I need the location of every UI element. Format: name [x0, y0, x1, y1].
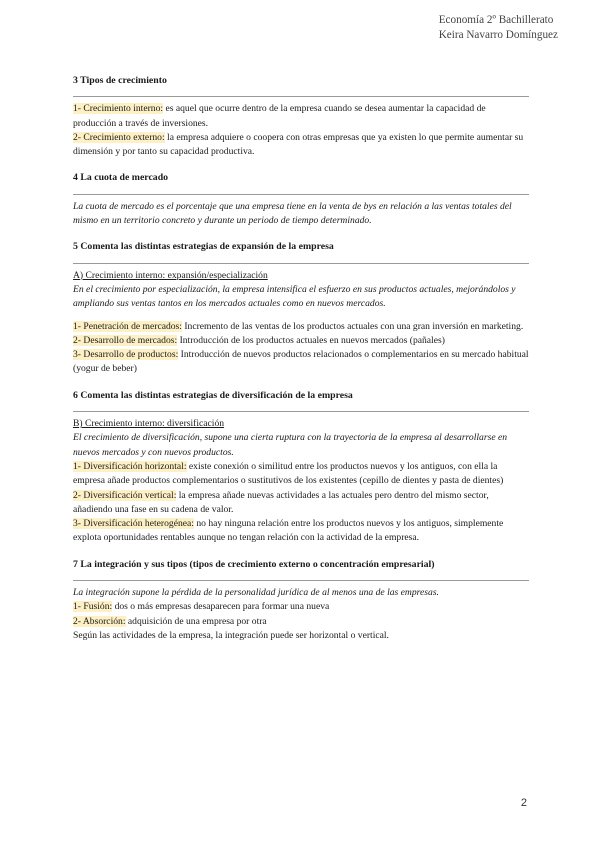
section-6-item-1 — [73, 460, 529, 489]
section-6-divider — [73, 411, 529, 412]
section-5-item-1 — [73, 320, 529, 334]
page-header — [439, 13, 558, 42]
section-5-item-3 — [73, 348, 529, 377]
item-label: 1- Fusión: — [73, 601, 113, 613]
item-text: dos o más empresas desaparecen para formar una nueva — [112, 601, 330, 613]
page-number: 2 — [520, 797, 527, 809]
section-4-text: La cuota de mercado es el porcentaje que una empresa tiene en la venta de bys en relación a las ventas totales del mismo en un territorio concreto y durante un periodo de tiempo determinado. — [73, 200, 512, 227]
document-body — [73, 74, 529, 643]
section-6-title: 6 Comenta las distintas estrategias de diversificación de la empresa — [73, 389, 353, 401]
section-3-item-1 — [73, 102, 529, 131]
section-5-title: 5 Comenta las distintas estrategias de expansión de la empresa — [73, 241, 334, 253]
item-label: 2- Diversificación vertical: — [73, 489, 177, 501]
item-text: la empresa añade nuevas actividades a las actuales pero dentro del mismo sector, añadiendo una fase en su cadena de valor. — [73, 489, 489, 515]
section-5-intro: En el crecimiento por especialización, la empresa intensifica el esfuerzo en sus productos actuales, mejorándolos y ampliando sus ventas tantos en los mercados actuales como en nuevos mercados. — [73, 283, 516, 310]
section-6-subtitle: B) Crecimiento interno: diversificación — [73, 418, 225, 430]
item-text: Incremento de las ventas de los productos actuales con una gran inversión en marketing. — [181, 320, 524, 332]
item-label: 3- Diversificación heterogénea: — [73, 518, 194, 530]
item-text: existe conexión o similitud entre los productos nuevos y los antiguos, con ella la empresa añade productos complementarios o sustitutivos de los existentes (cepillo de dientes y pasta de dientes) — [73, 460, 504, 487]
item-label: 1- Crecimiento interno: — [73, 103, 164, 115]
section-5-item-2 — [73, 334, 529, 348]
item-text: Introducción de los productos actuales en nuevos mercados (pañales) — [177, 334, 445, 346]
section-6-intro: El crecimiento de diversificación, supone una cierta ruptura con la trayectoria de la empresa al desarrollarse en nuevos mercados y con nuevos productos. — [73, 432, 508, 458]
section-3-title: 3 Tipos de crecimiento — [73, 75, 167, 86]
section-6-item-3 — [73, 517, 529, 546]
section-3-divider — [73, 96, 529, 97]
section-7-item-1 — [73, 600, 529, 614]
section-7-closing: Según las actividades de la empresa, la integración puede ser horizontal o vertical. — [73, 629, 389, 641]
section-7-title: 7 La integración y sus tipos (tipos de crecimiento externo o concentración empresarial) — [73, 558, 435, 570]
section-6-item-2 — [73, 489, 529, 518]
item-label: 2- Desarrollo de mercados: — [73, 334, 178, 346]
item-label: 1- Penetración de mercados: — [73, 320, 182, 332]
header-author: Keira Navarro Domínguez — [438, 28, 558, 41]
item-label: 2- Absorción: — [73, 615, 126, 627]
section-7-divider — [73, 580, 529, 581]
section-7-intro: La integración supone la pérdida de la personalidad jurídica de al menos una de las empresas. — [73, 587, 439, 599]
item-text: adquisición de una empresa por otra — [125, 615, 267, 627]
section-5-divider — [73, 263, 529, 264]
section-4-title: 4 La cuota de mercado — [73, 172, 169, 184]
item-text: la empresa adquiere o coopera con otras empresas que ya existen lo que permite aumentar su dimensión y por tanto su capacidad productiva. — [73, 131, 524, 158]
section-3-item-2 — [73, 131, 529, 160]
item-label: 3- Desarrollo de productos: — [73, 349, 179, 361]
item-text: es aquel que ocurre dentro de la empresa cuando se desea aumentar la capacidad de producción a través de inversiones. — [73, 103, 486, 129]
section-4-divider — [73, 194, 529, 195]
header-course: Economía 2º Bachillerato — [438, 14, 554, 26]
item-label: 2- Crecimiento externo: — [73, 131, 165, 143]
item-text: no hay ninguna relación entre los productos nuevos y los antiguos, simplemente explota oportunidades rentables aunque no tengan relación con la actividad de la empresa. — [73, 518, 504, 544]
item-text: Introducción de nuevos productos relacionados o complementarios en su mercado habitual (yogur de beber) — [73, 349, 529, 375]
section-5-subtitle: A) Crecimiento interno: expansión/especialización — [73, 269, 268, 281]
item-label: 1- Diversificación horizontal: — [73, 460, 187, 472]
section-7-item-2 — [73, 615, 529, 629]
